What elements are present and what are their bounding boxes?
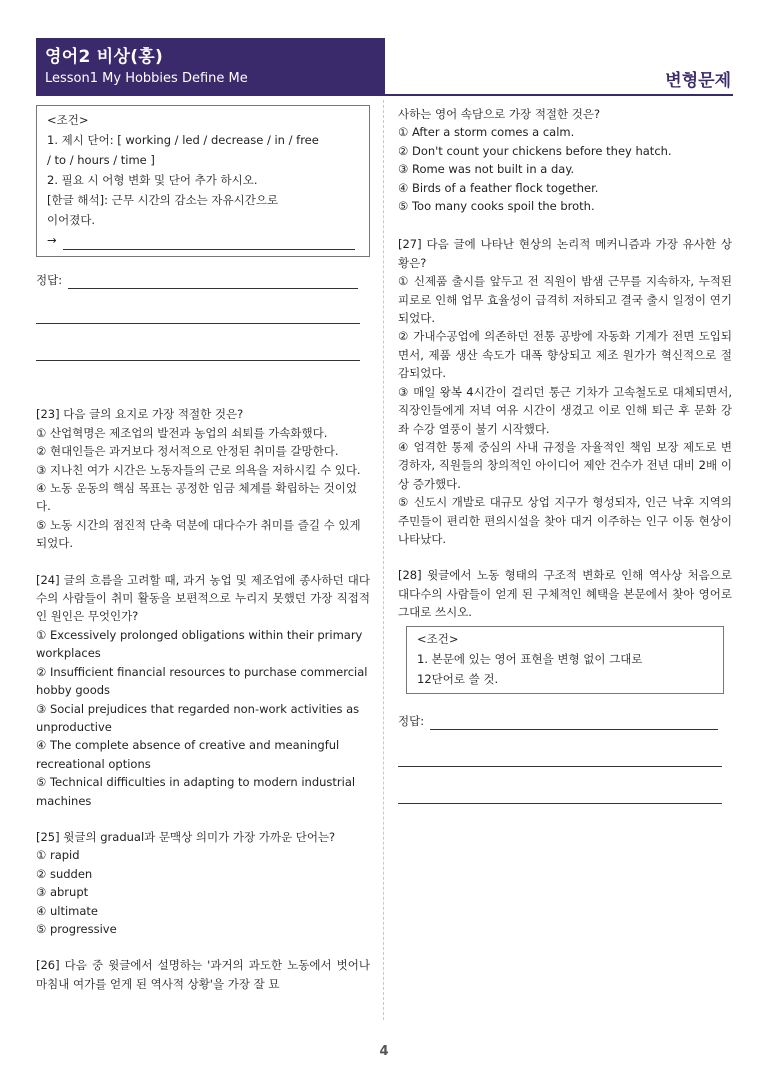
option-1[interactable]: ① 신제품 출시를 앞두고 전 직원이 밤샘 근무를 지속하자, 누적된 피로로 인해 업무 효율성이 급격히 저하되고 결국 출시 일정이 연기되었다.: [398, 274, 732, 326]
option-2[interactable]: ② Don't count your chickens before they hatch.: [398, 143, 672, 158]
condition-line: 이어졌다.: [47, 213, 96, 227]
question-24: [36, 571, 370, 810]
question-27: [398, 235, 732, 548]
question-stem: [24] 글의 흐름을 고려할 때, 과거 농업 및 제조업에 종사하던 대다수의 사람들이 취미 활동을 보편적으로 누리지 못했던 가장 직접적인 원인은 무엇인가?: [36, 572, 370, 624]
option-4[interactable]: ④ The complete absence of creative and meaningful recreational options: [36, 738, 340, 771]
column-divider: [383, 100, 384, 1020]
option-1[interactable]: ① 산업혁명은 제조업의 발전과 농업의 쇠퇴를 가속화했다.: [36, 425, 328, 440]
question-stem: [26] 다음 중 윗글에서 설명하는 '과거의 과도한 노동에서 벗어나 마침내 여가를 얻게 된 역사적 상황'을 가장 잘 묘: [36, 958, 370, 991]
option-4[interactable]: ④ 노동 운동의 핵심 목표는 공정한 임금 체계를 확립하는 것이었다.: [36, 481, 357, 514]
option-3[interactable]: ③ abrupt: [36, 885, 89, 900]
option-2[interactable]: ② 현대인들은 과거보다 정서적으로 안정된 취미를 갈망한다.: [36, 444, 339, 459]
option-4[interactable]: ④ 엄격한 통제 중심의 사내 규정을 자율적인 책임 보장 제도로 변경하자, 직원들의 창의적인 아이디어 제안 건수가 전년 대비 2배 이상 증가했다.: [398, 439, 732, 491]
option-4[interactable]: ④ Birds of a feather flock together.: [398, 180, 599, 195]
question-stem: [23] 다음 글의 요지로 가장 적절한 것은?: [36, 407, 244, 422]
option-5[interactable]: ⑤ 신도시 개발로 대규모 상업 지구가 형성되자, 인근 낙후 지역의 주민들이 편리한 편의시설을 찾아 대거 이주하는 인구 이동 현상이 나타났다.: [398, 495, 732, 546]
option-4[interactable]: ④ ultimate: [36, 903, 98, 918]
page-number: 4: [379, 1044, 389, 1059]
answer-blank[interactable]: [68, 277, 358, 289]
arrow-icon: →: [47, 233, 57, 247]
condition-line: 1. 본문에 있는 영어 표현을 변형 없이 그대로: [417, 651, 643, 666]
option-1[interactable]: ① Excessively prolonged obligations within their primary workplaces: [36, 627, 363, 661]
answer-label: 정답:: [36, 273, 63, 287]
answer-label: 정답:: [398, 713, 425, 728]
option-5[interactable]: ⑤ progressive: [36, 921, 117, 936]
option-3[interactable]: ③ 지나친 여가 시간은 노동자들의 근로 의욕을 저하시킬 수 있다.: [36, 462, 361, 477]
question-stem-continued: 사하는 영어 속담으로 가장 적절한 것은?: [398, 107, 601, 121]
condition-box: [406, 626, 724, 694]
answer-blank-line[interactable]: [398, 803, 722, 804]
option-1[interactable]: ① rapid: [36, 848, 80, 863]
answer-row: [398, 712, 732, 730]
question-26: [36, 956, 370, 993]
option-2[interactable]: ② sudden: [36, 866, 93, 881]
question-stem: [28] 윗글에서 노동 형태의 구조적 변화로 인해 역사상 처음으로 대다수의 사람들이 얻게 된 구체적인 혜택을 본문에서 찾아 영어로 그대로 쓰시오.: [398, 568, 732, 620]
arrow-answer-line: [47, 230, 359, 250]
condition-line: 2. 필요 시 어형 변화 및 단어 추가 하시오.: [47, 173, 258, 187]
option-5[interactable]: ⑤ Too many cooks spoil the broth.: [398, 199, 595, 214]
option-3[interactable]: ③ Social prejudices that regarded non-work activities as unproductive: [36, 701, 360, 734]
book-title: 영어2 비상(홍): [45, 47, 164, 67]
condition-heading: <조건>: [47, 113, 89, 127]
option-3[interactable]: ③ 매일 왕복 4시간이 걸리던 통근 기차가 고속철도로 대체되면서, 직장인들에게 저녁 여유 시간이 생겼고 이로 인해 퇴근 후 문화 강좌 수강 열풍이 불기 시작했다.: [398, 384, 732, 436]
question-23: [36, 405, 370, 552]
condition-line: / to / hours / time ]: [47, 153, 155, 167]
header-rule: [36, 94, 733, 96]
answer-blank-line[interactable]: [36, 360, 360, 361]
option-2[interactable]: ② 가내수공업에 의존하던 전통 공방에 자동화 기계가 전면 도입되면서, 제품 생산 속도가 대폭 향상되고 제조 원가가 혁신적으로 절감되었다.: [398, 329, 732, 381]
option-3[interactable]: ③ Rome was not built in a day.: [398, 162, 575, 177]
condition-line: 1. 제시 단어: [ working / led / decrease / in / free: [47, 133, 319, 147]
answer-blank[interactable]: [430, 718, 718, 730]
condition-box: [36, 105, 370, 257]
section-label: 변형문제: [665, 71, 731, 91]
answer-row: [36, 271, 370, 289]
option-2[interactable]: ② Insufficient financial resources to purchase commercial hobby goods: [36, 664, 368, 698]
answer-blank-line[interactable]: [398, 766, 722, 767]
answer-blank-line[interactable]: [36, 323, 360, 324]
condition-line: 12단어로 쓸 것.: [417, 671, 499, 686]
lesson-title: Lesson1 My Hobbies Define Me: [45, 71, 248, 86]
option-5[interactable]: ⑤ Technical difficulties in adapting to modern industrial machines: [36, 775, 356, 808]
answer-blank[interactable]: [63, 238, 355, 250]
question-stem: [25] 윗글의 gradual과 문맥상 의미가 가장 가까운 단어는?: [36, 829, 336, 844]
option-5[interactable]: ⑤ 노동 시간의 점진적 단축 덕분에 대다수가 취미를 즐길 수 있게 되었다.: [36, 517, 361, 551]
question-28: [398, 566, 732, 693]
question-stem: [27] 다음 글에 나타난 현상의 논리적 메커니즘과 가장 유사한 상황은?: [398, 237, 732, 270]
question-25: [36, 828, 370, 938]
condition-heading: <조건>: [417, 631, 459, 646]
header-banner: [36, 38, 385, 95]
option-1[interactable]: ① After a storm comes a calm.: [398, 125, 575, 140]
condition-line: [한글 해석]: 근무 시간의 감소는 자유시간으로: [47, 193, 279, 207]
right-column: [398, 105, 732, 804]
left-column: [36, 105, 370, 993]
